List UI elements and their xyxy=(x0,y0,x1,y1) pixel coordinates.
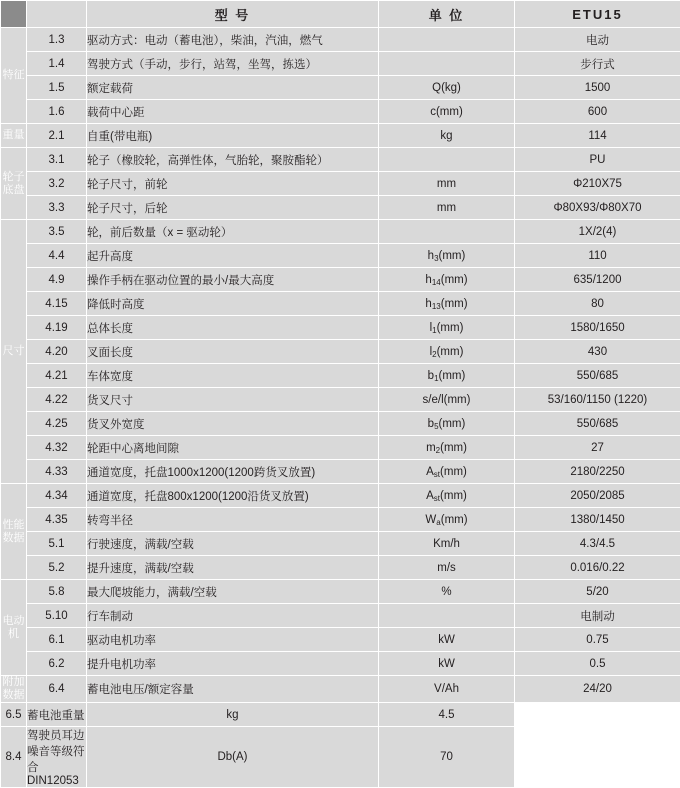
row-number-cell: 4.25 xyxy=(27,412,87,436)
row-description-cell: 操作手柄在驱动位置的最小/最大高度 xyxy=(87,268,379,292)
row-description-cell: 通道宽度，托盘1000x1200(1200跨货叉放置) xyxy=(87,460,379,484)
row-description-cell: 通道宽度，托盘800x1200(1200沿货叉放置) xyxy=(87,484,379,508)
row-value-cell: 110 xyxy=(515,244,680,268)
row-description-cell: 货叉外宽度 xyxy=(87,412,379,436)
row-description-cell: 货叉尺寸 xyxy=(87,388,379,412)
row-number-cell: 1.5 xyxy=(27,76,87,100)
row-description-cell: 蓄电池电压/额定容量 xyxy=(87,676,379,703)
row-description-cell: 轮，前后数量（x = 驱动轮） xyxy=(87,220,379,244)
row-description-cell: 轮子尺寸，后轮 xyxy=(87,196,379,220)
row-description-cell: 叉面长度 xyxy=(87,340,379,364)
row-value-cell: 5/20 xyxy=(515,580,680,604)
row-unit-cell: $h_{14}(mm)$ xyxy=(379,268,515,292)
row-value-cell: 2180/2250 xyxy=(515,460,680,484)
row-unit-cell xyxy=(379,604,515,628)
row-description-cell: 最大爬坡能力，满载/空载 xyxy=(87,580,379,604)
group-label-cell xyxy=(1,484,27,580)
row-number-cell: 5.2 xyxy=(27,556,87,580)
header-group-cell xyxy=(1,1,27,28)
row-description-cell: 驾驶员耳边噪音等级符合DIN12053 xyxy=(27,727,87,788)
row-value-cell: 0.5 xyxy=(515,652,680,676)
row-number-cell: 4.15 xyxy=(27,292,87,316)
row-number-cell: 4.20 xyxy=(27,340,87,364)
row-number-cell: 6.2 xyxy=(27,652,87,676)
table-row xyxy=(1,388,680,412)
row-description-cell: 轮子（橡胶轮，高弹性体，气胎轮，聚胺酯轮） xyxy=(87,148,379,172)
row-description-cell: 起升高度 xyxy=(87,244,379,268)
row-value-cell: 1380/1450 xyxy=(515,508,680,532)
row-value-cell: Φ80X93/Φ80X70 xyxy=(515,196,680,220)
row-description-cell: 驱动方式：电动（蓄电池），柴油，汽油，燃气 xyxy=(87,28,379,52)
row-value-cell: 步行式 xyxy=(515,52,680,76)
row-number-cell: 3.5 xyxy=(27,220,87,244)
row-unit-cell: kg xyxy=(379,124,515,148)
row-number-cell: 1.3 xyxy=(27,28,87,52)
table-row xyxy=(1,703,680,727)
row-unit-cell: Km/h xyxy=(379,532,515,556)
row-number-cell: 3.3 xyxy=(27,196,87,220)
group-label-cell xyxy=(1,676,27,703)
table-row xyxy=(1,76,680,100)
row-value-cell: 430 xyxy=(515,340,680,364)
row-value-cell: 2050/2085 xyxy=(515,484,680,508)
row-number-cell: 4.9 xyxy=(27,268,87,292)
row-value-cell: 70 xyxy=(379,727,515,788)
row-description-cell: 降低时高度 xyxy=(87,292,379,316)
row-value-cell: 53/160/1150 (1220) xyxy=(515,388,680,412)
row-number-cell: 5.10 xyxy=(27,604,87,628)
row-value-cell: 600 xyxy=(515,100,680,124)
table-row xyxy=(1,340,680,364)
row-description-cell: 总体长度 xyxy=(87,316,379,340)
table-row xyxy=(1,652,680,676)
table-row xyxy=(1,556,680,580)
row-unit-cell: mm xyxy=(379,196,515,220)
row-value-cell: 550/685 xyxy=(515,364,680,388)
row-unit-cell: V/Ah xyxy=(379,676,515,703)
row-description-cell: 车体宽度 xyxy=(87,364,379,388)
row-unit-cell: % xyxy=(379,580,515,604)
row-value-cell: 0.75 xyxy=(515,628,680,652)
row-value-cell: 550/685 xyxy=(515,412,680,436)
group-label-text: 特征 xyxy=(1,69,26,82)
row-number-cell: 4.34 xyxy=(27,484,87,508)
row-unit-cell: $l_2(mm)$ xyxy=(379,340,515,364)
row-number-cell: 1.4 xyxy=(27,52,87,76)
group-label-cell xyxy=(1,220,27,484)
row-number-cell: 4.4 xyxy=(27,244,87,268)
table-row xyxy=(1,28,680,52)
row-value-cell: 0.016/0.22 xyxy=(515,556,680,580)
row-value-cell: Φ210X75 xyxy=(515,172,680,196)
row-number-cell: 4.35 xyxy=(27,508,87,532)
table-row xyxy=(1,100,680,124)
table-row xyxy=(1,604,680,628)
row-unit-cell: c(mm) xyxy=(379,100,515,124)
table-row xyxy=(1,727,680,788)
table-row xyxy=(1,148,680,172)
row-unit-cell: mm xyxy=(379,172,515,196)
header-value-label: ETU15 xyxy=(515,1,680,28)
row-description-cell: 蓄电池重量 xyxy=(27,703,87,727)
row-unit-cell: s/e/l(mm) xyxy=(379,388,515,412)
table-row xyxy=(1,364,680,388)
header-number-cell xyxy=(27,1,87,28)
row-unit-cell: kW xyxy=(379,652,515,676)
row-unit-cell: $m_2(mm)$ xyxy=(379,436,515,460)
row-unit-cell xyxy=(379,220,515,244)
row-unit-cell: $A_{st}(mm)$ xyxy=(379,484,515,508)
table-row xyxy=(1,460,680,484)
row-unit-cell xyxy=(379,28,515,52)
row-value-cell: 4.5 xyxy=(379,703,515,727)
row-unit-cell: Db(A) xyxy=(87,727,379,788)
row-value-cell: 电制动 xyxy=(515,604,680,628)
row-value-cell: 1500 xyxy=(515,76,680,100)
group-label-text: 重量 xyxy=(1,129,26,142)
table-row xyxy=(1,316,680,340)
group-label-text: 尺寸 xyxy=(1,345,26,358)
row-number-cell: 5.8 xyxy=(27,580,87,604)
group-label-cell xyxy=(1,124,27,148)
group-label-text: 性能数据 xyxy=(1,519,26,545)
table-row xyxy=(1,436,680,460)
header-unit-label: 单 位 xyxy=(379,1,515,28)
row-number-cell: 6.5 xyxy=(1,703,27,727)
row-number-cell: 5.1 xyxy=(27,532,87,556)
row-description-cell: 轮距中心离地间隙 xyxy=(87,436,379,460)
table-row xyxy=(1,292,680,316)
row-value-cell: 1580/1650 xyxy=(515,316,680,340)
row-value-cell: PU xyxy=(515,148,680,172)
row-number-cell: 4.22 xyxy=(27,388,87,412)
row-unit-cell: kW xyxy=(379,628,515,652)
row-unit-cell xyxy=(379,148,515,172)
table-row xyxy=(1,484,680,508)
row-unit-cell: $l_1(mm)$ xyxy=(379,316,515,340)
row-number-cell: 8.4 xyxy=(1,727,27,788)
row-description-cell: 轮子尺寸，前轮 xyxy=(87,172,379,196)
row-unit-cell: $h_{13}(mm)$ xyxy=(379,292,515,316)
row-description-cell: 行车制动 xyxy=(87,604,379,628)
row-unit-cell: m/s xyxy=(379,556,515,580)
table-row xyxy=(1,532,680,556)
row-unit-cell: $b_1(mm)$ xyxy=(379,364,515,388)
row-unit-cell: Q(kg) xyxy=(379,76,515,100)
table-row xyxy=(1,220,680,244)
row-value-cell: 80 xyxy=(515,292,680,316)
table-row xyxy=(1,676,680,703)
row-number-cell: 4.33 xyxy=(27,460,87,484)
row-description-cell: 额定载荷 xyxy=(87,76,379,100)
group-label-cell xyxy=(1,28,27,124)
group-label-text: 电动机 xyxy=(1,615,26,641)
row-value-cell: 24/20 xyxy=(515,676,680,703)
row-number-cell: 4.32 xyxy=(27,436,87,460)
row-number-cell: 2.1 xyxy=(27,124,87,148)
row-description-cell: 自重(带电瓶) xyxy=(87,124,379,148)
table-row xyxy=(1,268,680,292)
row-number-cell: 4.19 xyxy=(27,316,87,340)
table-row xyxy=(1,244,680,268)
row-description-cell: 驱动电机功率 xyxy=(87,628,379,652)
group-label-cell xyxy=(1,580,27,676)
row-value-cell: 4.3/4.5 xyxy=(515,532,680,556)
table-row xyxy=(1,196,680,220)
row-value-cell: 114 xyxy=(515,124,680,148)
table-row xyxy=(1,52,680,76)
row-number-cell: 6.1 xyxy=(27,628,87,652)
row-number-cell: 3.2 xyxy=(27,172,87,196)
table-row xyxy=(1,628,680,652)
row-number-cell: 3.1 xyxy=(27,148,87,172)
row-description-cell: 提升电机功率 xyxy=(87,652,379,676)
row-description-cell: 载荷中心距 xyxy=(87,100,379,124)
table-row xyxy=(1,172,680,196)
row-unit-cell xyxy=(379,52,515,76)
group-label-text: 轮子底盘 xyxy=(1,171,26,197)
table-row xyxy=(1,580,680,604)
group-label-cell xyxy=(1,148,27,220)
row-unit-cell: $W_a(mm)$ xyxy=(379,508,515,532)
row-unit-cell: $A_{st}(mm)$ xyxy=(379,460,515,484)
row-number-cell: 4.21 xyxy=(27,364,87,388)
row-value-cell: 27 xyxy=(515,436,680,460)
table-row xyxy=(1,508,680,532)
group-label-text: 附加数据 xyxy=(1,676,26,702)
row-unit-cell: kg xyxy=(87,703,379,727)
row-unit-cell: $b_5(mm)$ xyxy=(379,412,515,436)
row-value-cell: 635/1200 xyxy=(515,268,680,292)
table-row xyxy=(1,124,680,148)
row-description-cell: 驾驶方式（手动，步行，站驾，坐驾，拣选） xyxy=(87,52,379,76)
row-value-cell: 电动 xyxy=(515,28,680,52)
row-description-cell: 行驶速度，满载/空载 xyxy=(87,532,379,556)
table-header-row xyxy=(1,1,680,28)
row-description-cell: 转弯半径 xyxy=(87,508,379,532)
row-number-cell: 1.6 xyxy=(27,100,87,124)
specification-table-body xyxy=(1,1,680,788)
row-description-cell: 提升速度，满载/空载 xyxy=(87,556,379,580)
row-value-cell: 1X/2(4) xyxy=(515,220,680,244)
header-model-label: 型 号 xyxy=(87,1,379,28)
table-row xyxy=(1,412,680,436)
row-unit-cell: $h_3(mm)$ xyxy=(379,244,515,268)
row-number-cell: 6.4 xyxy=(27,676,87,703)
